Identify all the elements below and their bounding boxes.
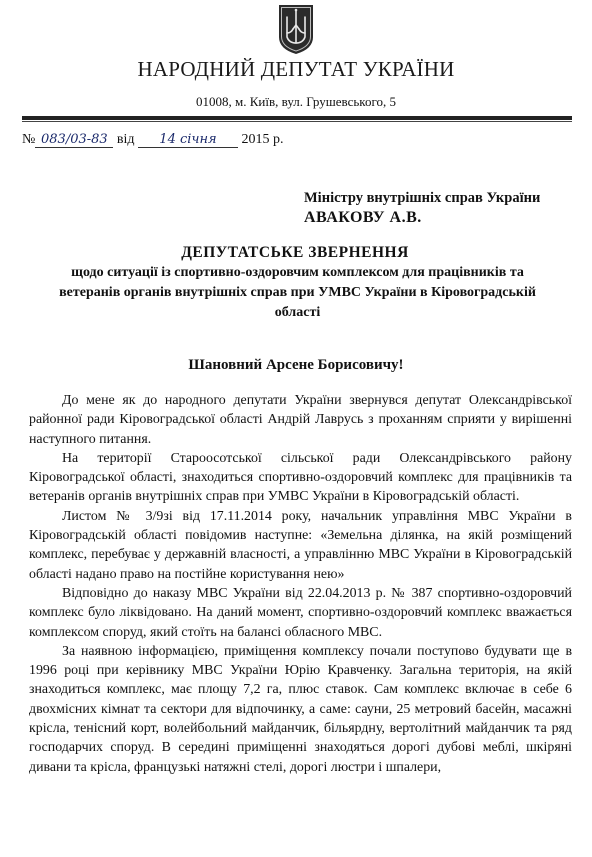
ref-date-word: від xyxy=(116,132,135,147)
paragraph: До мене як до народного депутати України звернувся депутат Олександрівської районної ради Кіровоградської області Андрій Лаврусь з проханням сприяти у вирішенні наступного питання. xyxy=(29,393,572,447)
ref-number-prefix: № xyxy=(22,132,36,147)
ref-date: 14 січня xyxy=(138,132,238,148)
addressee-block xyxy=(304,189,540,227)
paragraph: На території Староосотської сільської ради Олександрівського району Кіровоградської області, знаходиться спортивно-оздоровчий комплекс для працівників та ветеранів органів внутрішніх справ при УМВС України в Кіровоградській області. xyxy=(29,450,572,505)
document-subtitle: щодо ситуації із спортивно-оздоровчим комплексом для працівників та ветеранів органів внутрішніх справ при УМВС України в Кіровоградській області xyxy=(59,265,536,320)
paragraph: Відповідно до наказу МВС України від 22.04.2013 р. № 387 спортивно-оздоровчий комплекс було ліквідовано. На даний момент, спортивно-оздоровчий комплекс вважається комплексом споруд, який стоїть на балансі обласного МВС. xyxy=(29,585,572,640)
header-divider xyxy=(22,116,572,120)
ref-number: 083/03-83 xyxy=(35,132,113,148)
addressee-position: Міністру внутрішніх справ України xyxy=(304,190,541,206)
reference-line xyxy=(22,132,283,148)
letter-body xyxy=(29,391,572,777)
paragraph: Листом № 3/9зі від 17.11.2014 року, начальник управління МВС України в Кіровоградській області повідомив наступне: «Земельна ділянка, на якій розміщений комплекс, перебуває у державній власності, а управлінню МВС України в Кіровоградській області надано право на постійне користування нею» xyxy=(29,508,572,582)
header-divider-thin xyxy=(22,121,572,122)
document-title: ДЕПУТАТСЬКЕ ЗВЕРНЕННЯ xyxy=(181,244,409,261)
addressee-name: АВАКОВУ А.В. xyxy=(304,209,422,226)
ref-year: 2015 р. xyxy=(241,132,284,147)
office-address: 01008, м. Київ, вул. Грушевського, 5 xyxy=(196,94,396,109)
paragraph: За наявною інформацією, приміщення комплексу почали поступово будувати ще в 1996 році при керівнику МВС України Юрію Кравченку. Загальна територія, на якій знаходиться комплекс, має площу 7,2 га, плюс ставок. Сам комплекс включає в себе 6 двохмісних кімнат та сектори для відпочинку, а саме: сауни, 25 метровий басейн, масажні крісла, тенісний корт, волейбольний майданчик, більярдну, вертолітний майданчик та ряд господарчих споруд. В середині приміщенні знаходяться дорогі дубові меблі, шкіряні дивани та крісла, французькі натяжні стелі, дорогі люстри і шпалери, xyxy=(29,643,572,775)
salutation: Шановний Арсене Борисовичу! xyxy=(188,357,404,373)
coat-of-arms-icon xyxy=(277,3,315,55)
page-title: НАРОДНИЙ ДЕПУТАТ УКРАЇНИ xyxy=(137,57,455,81)
